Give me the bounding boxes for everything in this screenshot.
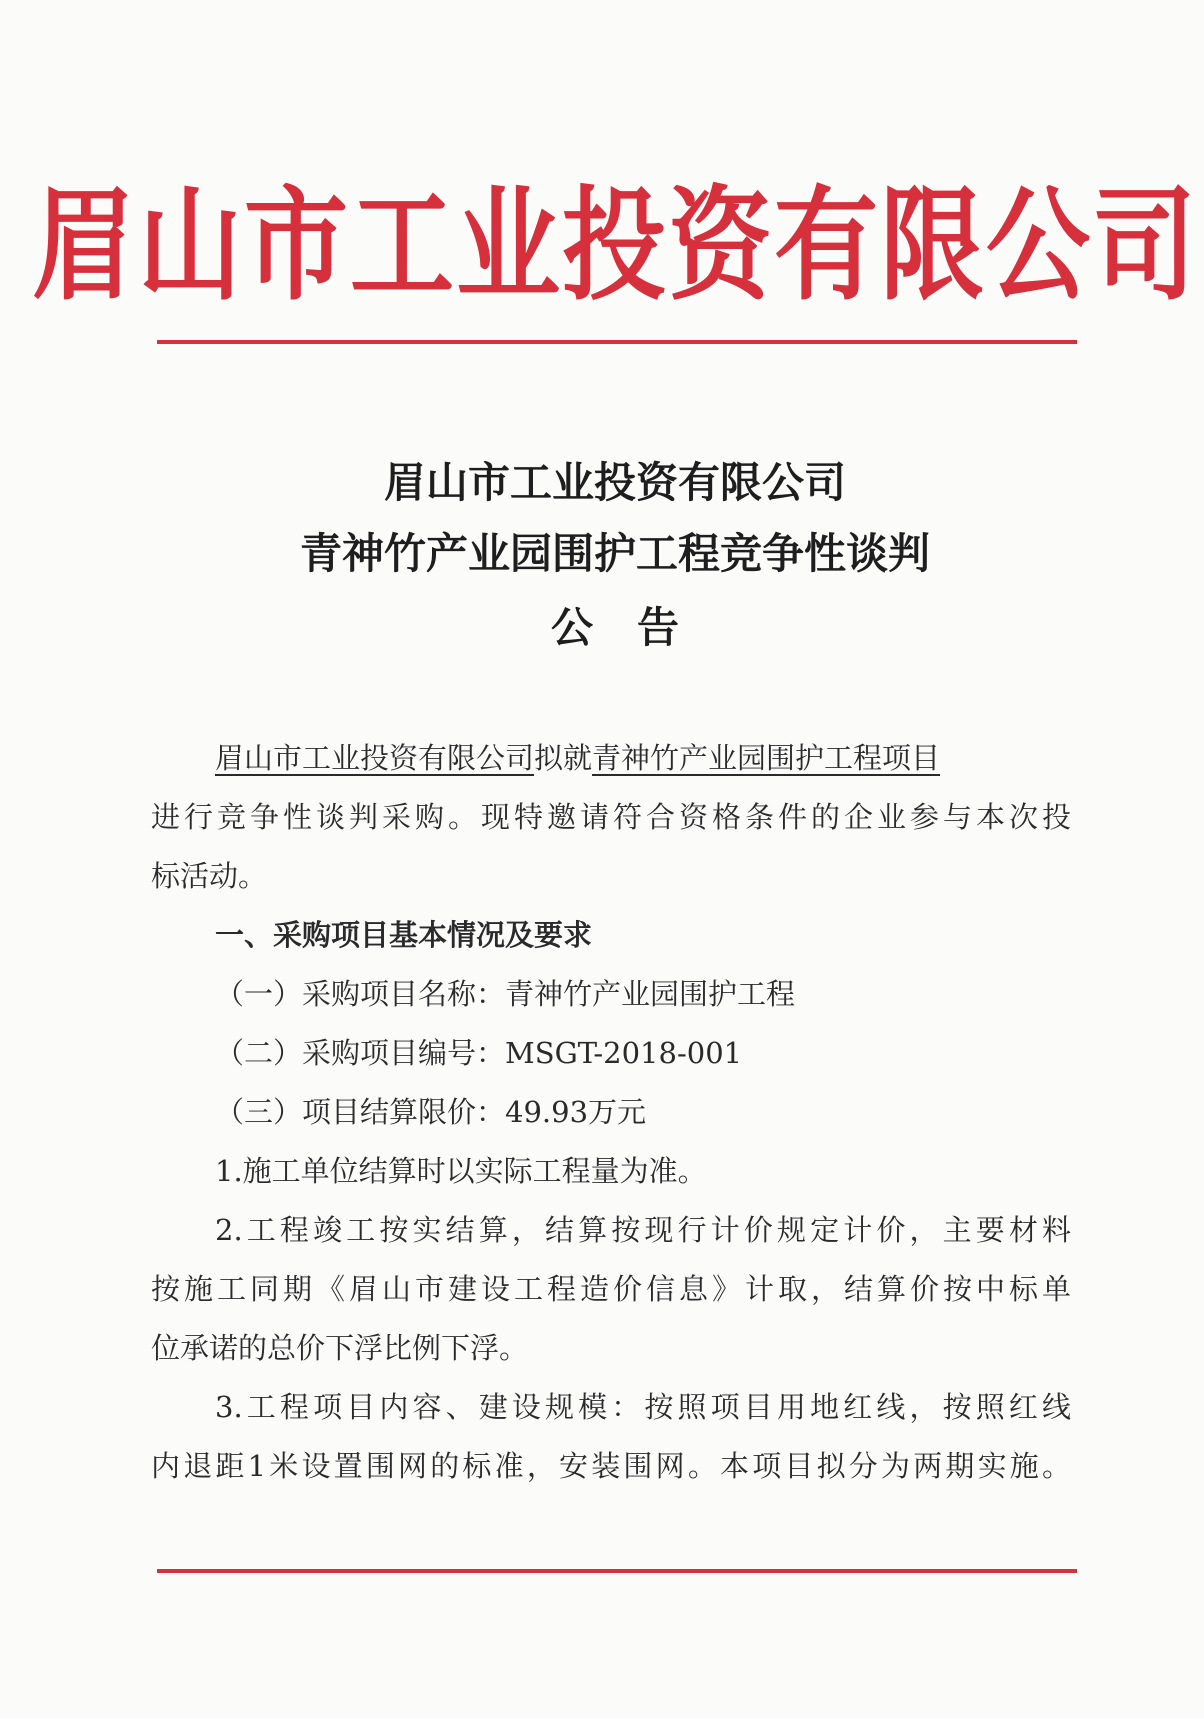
paragraph-2-line-1: 2.工程竣工按实结算，结算按现行计价规定计价，主要材料 bbox=[215, 1213, 1071, 1247]
intro-project: 青神竹产业园围护工程项目 bbox=[592, 741, 941, 775]
item-3 bbox=[215, 1087, 646, 1137]
intro-line-2: 进行竞争性谈判采购。现特邀请符合资格条件的企业参与本次投 bbox=[151, 800, 1071, 834]
paragraph-2-line-3: 位承诺的总价下浮比例下浮。 bbox=[151, 1331, 529, 1365]
title-line-3: 公告 bbox=[550, 603, 723, 652]
item-2 bbox=[215, 1028, 742, 1078]
paragraph-2-line-2: 按施工同期《眉山市建设工程造价信息》计取，结算价按中标单 bbox=[151, 1272, 1071, 1306]
title-line-2: 青神竹产业园围护工程竞争性谈判 bbox=[299, 529, 930, 578]
paragraph-3-line-2: 内退距1米设置围网的标准，安装围网。本项目拟分为两期实施。 bbox=[151, 1449, 1071, 1483]
letterhead-company-name: 眉山市工业投资有限公司 bbox=[32, 173, 1199, 318]
paragraph-1: 1.施工单位结算时以实际工程量为准。 bbox=[215, 1154, 707, 1188]
section-1-heading: 一、采购项目基本情况及要求 bbox=[215, 918, 593, 952]
title-line-1: 眉山市工业投资有限公司 bbox=[383, 458, 846, 507]
item-2-label: （二）采购项目编号： bbox=[215, 1036, 506, 1070]
intro-mid: 拟就 bbox=[534, 741, 593, 775]
intro-line-1 bbox=[215, 733, 940, 783]
paragraph-3-line-1: 3.工程项目内容、建设规模：按照项目用地红线，按照红线 bbox=[215, 1390, 1071, 1424]
footer-divider bbox=[157, 1569, 1077, 1573]
intro-org: 眉山市工业投资有限公司 bbox=[215, 741, 535, 775]
item-3-value: 49.93万元 bbox=[505, 1095, 647, 1129]
letterhead bbox=[32, 150, 1199, 320]
item-3-label: （三）项目结算限价： bbox=[215, 1095, 506, 1129]
letterhead-divider-top bbox=[157, 340, 1077, 344]
intro-line-3: 标活动。 bbox=[151, 859, 268, 893]
item-2-value: MSGT-2018-001 bbox=[505, 1036, 743, 1070]
item-1: （一）采购项目名称：青神竹产业园围护工程 bbox=[215, 977, 796, 1011]
